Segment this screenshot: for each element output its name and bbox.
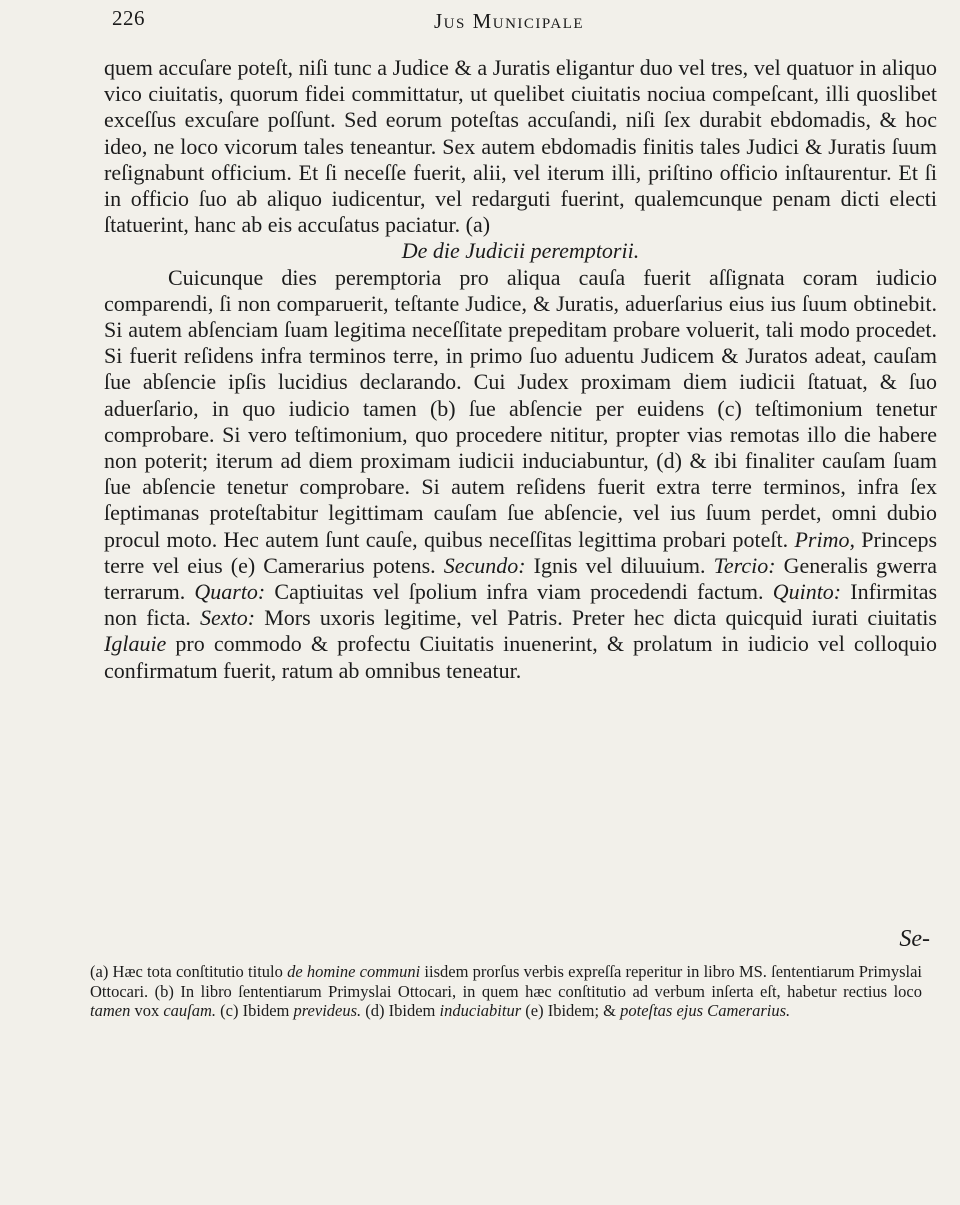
running-title: Jus Municipale	[434, 9, 585, 33]
primo-label: Primo,	[794, 526, 855, 552]
catchword: Se-	[899, 926, 930, 952]
quarto-text: Captiuitas vel ſpolium infra viam procedendi factum.	[265, 579, 764, 605]
footnote-d-italic: induciabitur	[439, 1001, 522, 1020]
quinto-label: Quinto:	[772, 579, 842, 605]
tercio-text: Generalis gwerra terrarum.	[104, 552, 938, 605]
main-text	[104, 55, 937, 684]
footnote-b-italic-2: cauſam.	[163, 1001, 217, 1020]
footnotes	[90, 962, 922, 1021]
footnote-c-text: Ibidem	[238, 1001, 294, 1020]
footnote-e-text: Ibidem; &	[543, 1001, 621, 1020]
footnote-d-text: Ibidem	[384, 1001, 440, 1020]
footnote-b-text: In libro ſententiarum Primyslai Ottocari, in quem hæc conſtitutio ad verbum inſerta eſt, habetur rectius loco	[173, 981, 922, 1001]
iglauie-word: Iglauie	[104, 631, 167, 657]
footnote-a-marker: (a)	[90, 962, 109, 981]
primo-text: Princeps terre vel eius (e) Camerarius potens.	[104, 526, 938, 578]
paragraph-2	[104, 265, 937, 684]
footnote-d-marker: (d)	[361, 1001, 385, 1020]
footnote-a-text: Hæc tota conſtitutio titulo	[108, 962, 288, 981]
secundo-text: Ignis vel diluuium.	[525, 552, 706, 578]
tercio-label: Tercio:	[713, 552, 776, 578]
footnote-a-italic: de homine communi	[287, 962, 421, 981]
footnote-e-italic: poteſtas ejus Camerarius.	[620, 1001, 791, 1020]
footnote-b-marker: (b)	[148, 981, 174, 1001]
page-number: 226	[112, 6, 145, 30]
quarto-label: Quarto:	[194, 579, 266, 605]
sexto-label: Sexto:	[200, 605, 256, 631]
quinto-text: Infirmitas non ficta.	[104, 579, 938, 631]
section-heading: De die Judicii peremptorii.	[401, 238, 640, 264]
sexto-text: Mors uxoris legitime, vel Patris. Preter hec dicta quicquid iurati ciuitatis	[255, 605, 937, 631]
footnote-e-marker: (e)	[521, 1001, 544, 1020]
closing-text: pro commodo & profectu Ciuitatis inuenerint, & prolatum in iudicio vel colloquio confirmatum fuerit, ratum ab omnibus teneatur.	[104, 631, 937, 683]
running-header	[0, 6, 960, 36]
footnote-c-italic: prevideus.	[293, 1001, 362, 1020]
footnote-b-text-2: vox	[130, 1001, 164, 1020]
paragraph-2-main: Cuicunque dies peremptoria pro aliqua cauſa fuerit aſſignata coram iudicio comparendi, ſi non comparuerit, teſtante Judice, & Juratis, aduerſarius eius ius ſuum obtinebit. Si autem abſenciam ſuam legitima neceſſitate prepeditam probare voluerit, tali modo procedet. Si fuerit reſidens infra terminos terre, in primo ſuo aduentu Judicem & Juratos adeat, cauſam ſue abſencie ipſis lucidius declarando. Cui Judex proximam diem iudicii ſtatuat, & ſuo aduerſario, in quo iudicio tamen (b) ſue abſencie per euidens (c) teſtimonium tenetur comprobare. Si vero teſtimonium, quo procedere nititur, propter vias remotas illo die habere non poterit; iterum ad diem proximam iudicii induciabuntur, (d) & ibi finaliter cauſam ſuam ſue abſencie tenetur comprobare. Si autem reſidens fuerit extra terre terminos, infra ſex ſeptimanas proteſtabitur legittimam cauſam ſue abſencie, vel ius ſuum perdet, omni dubio procul moto. Hec autem ſunt cauſe, quibus neceſſitas legittima probari poteſt.	[104, 264, 937, 552]
footnote-b-italic-1: tamen	[90, 1001, 131, 1020]
footnote-a-text-2: iisdem prorſus verbis expreſſa reperitur in libro MS. ſententiarum Primyslai Ottocari.	[90, 962, 923, 1001]
footnote-a	[90, 962, 922, 1021]
paragraph-1: quem accuſare poteſt, niſi tunc a Judice & a Juratis eligantur duo vel tres, vel quatuor in aliquo vico ciuitatis, quorum fidei committatur, ut quelibet ciuitatis nociua compeſcant, illi quoslibet exceſſus excuſare poſſunt. Sed eorum poteſtas accuſandi, niſi ſex durabit ebdomadis, & hoc ideo, ne loco vicorum tales teneantur. Sex autem ebdomadis finitis tales Judici & Juratis ſuum reſignabunt officium. Et ſi neceſſe fuerit, alii, vel iterum illi, priſtino officio inſtaurentur. Et ſi in officio ſuo ab aliquo iudicentur, vel redarguti fuerint, qualemcunque penam dicti electi ſtatuerint, hanc ab eis accuſatus paciatur. (a)	[104, 55, 937, 238]
secundo-label: Secundo:	[443, 552, 526, 578]
footnote-c-marker: (c)	[216, 1001, 239, 1020]
